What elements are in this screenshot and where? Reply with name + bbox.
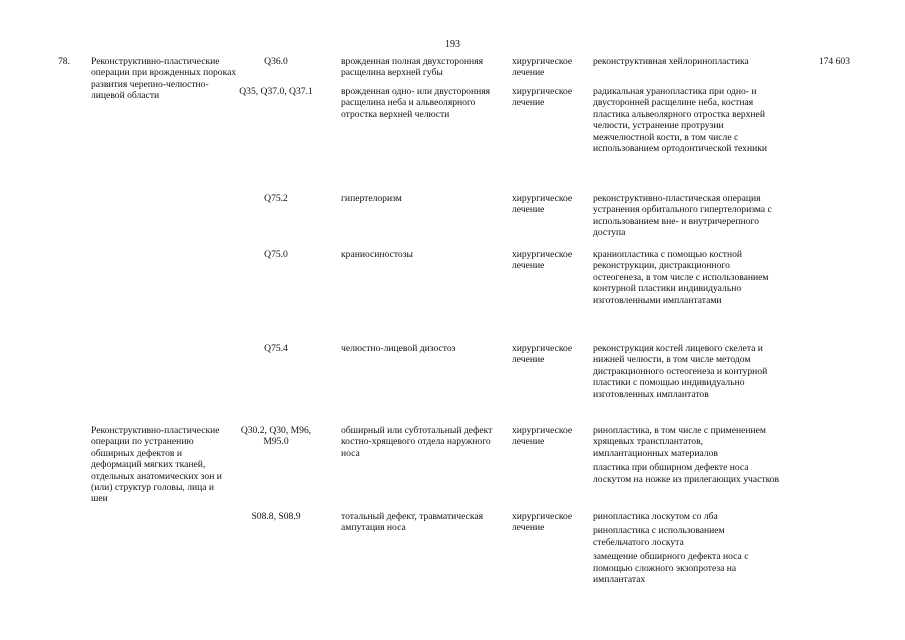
treatment-method: реконструкция костей лицевого скелета и нижней челюсти, в том числе методом дистракционного остеогенеза и контурной пластики с помощью индивидуально изготовленных имплантатов	[593, 343, 768, 400]
diagnosis-codes: Q36.0	[264, 56, 288, 67]
treatment-method: ринопластика лоскутом со лба	[593, 511, 718, 522]
group-name: Реконструктивно-пластические операции по устранению обширных дефектов и деформаций мягких тканей, отдельных анатомических зон и (или) структур головы, лица и шеи	[91, 425, 222, 505]
treatment-method: ринопластика, в том числе с применением хрящевых трансплантатов, имплантационных материалов	[593, 425, 766, 459]
treatment-type: хирургическое лечение	[512, 425, 573, 448]
treatment-method: радикальная уранопластика при одно- и двусторонней расщелине неба, костная пластика альвеолярного отростка верхней челюсти, устранение протрузии межчелюстной кости, в том числе с использованием ортодонтической техники	[593, 86, 768, 155]
treatment-method: ринопластика с использованием стебельчатого лоскута	[593, 525, 725, 548]
treatment-method: замещение обширного дефекта носа с помощью сложного экзопротеза на имплантатах	[593, 551, 749, 586]
diagnosis-codes: Q35, Q37.0, Q37.1	[239, 86, 313, 97]
patient-model: челюстно-лицевой дизостоз	[341, 343, 456, 354]
treatment-type: хирургическое лечение	[512, 193, 573, 216]
diagnosis-codes: S08.8, S08.9	[251, 511, 301, 522]
patient-model: врожденная полная двухсторонняя расщелина верхней губы	[341, 56, 483, 79]
row-cost: 174 603	[818, 56, 850, 67]
group-name: Реконструктивно-пластические операции при врожденных пороках развития черепно-челюстно-лицевой области	[91, 56, 237, 102]
treatment-type: хирургическое лечение	[512, 56, 573, 79]
diagnosis-codes: Q75.0	[264, 249, 288, 260]
treatment-method: краниопластика с помощью костной реконструкции, дистракционного остеогенеза, в том числе с использованием контурной пластики индивидуально изготовленными имплантатами	[593, 249, 769, 306]
treatment-methods	[593, 425, 781, 488]
patient-model: краниосиностозы	[341, 249, 413, 260]
treatment-type: хирургическое лечение	[512, 86, 573, 109]
patient-model: гипертелоризм	[341, 193, 402, 204]
patient-model: врожденная одно- или двусторонняя расщелина неба и альвеолярного отростка верхней челюсти	[341, 86, 491, 120]
patient-model: обширный или субтотальный дефект костно-хрящевого отдела наружного носа	[341, 425, 493, 459]
diagnosis-codes: Q30.2, Q30, M96, M95.0	[240, 425, 312, 448]
treatment-method: реконструктивная хейлоринопластика	[593, 56, 749, 67]
treatment-method: пластика при обширном дефекте носа лоскутом на ножке из прилегающих участков	[593, 462, 780, 485]
diagnosis-codes: Q75.2	[264, 193, 288, 204]
treatment-type: хирургическое лечение	[512, 343, 573, 366]
row-number: 78.	[58, 56, 70, 67]
treatment-methods	[593, 511, 781, 588]
treatment-type: хирургическое лечение	[512, 249, 573, 272]
diagnosis-codes: Q75.4	[264, 343, 288, 354]
patient-model: тотальный дефект, травматическая ампутация носа	[341, 511, 484, 534]
treatment-method: реконструктивно-пластическая операция устранения орбитального гипертелоризма с использованием вне- и внутричерепного доступа	[593, 193, 772, 239]
treatment-type: хирургическое лечение	[512, 511, 573, 534]
page-number: 193	[445, 39, 460, 50]
